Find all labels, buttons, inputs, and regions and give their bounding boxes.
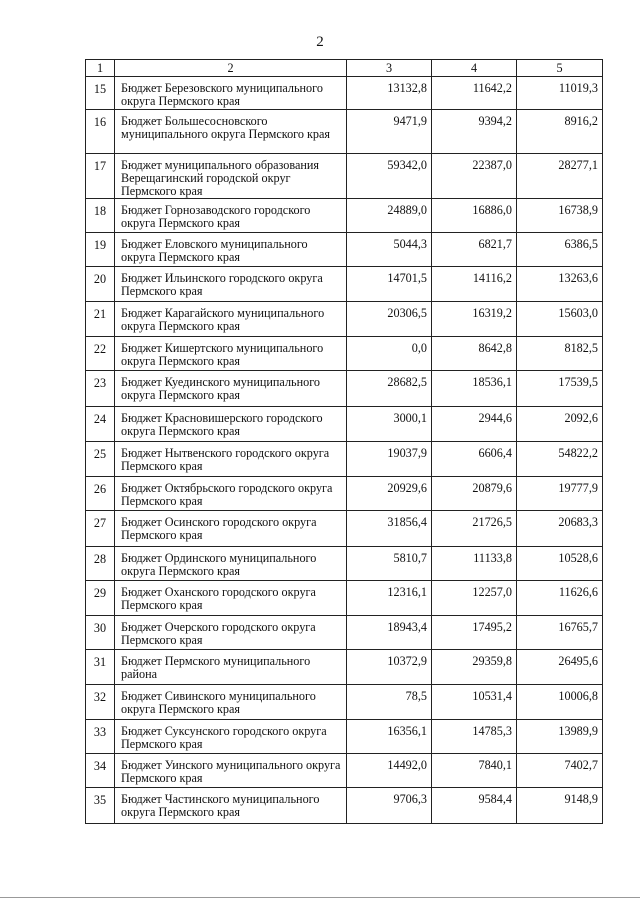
value-col-5: 16765,7: [517, 616, 603, 650]
value-col-3: 14701,5: [347, 267, 432, 302]
value-col-3: 24889,0: [347, 199, 432, 233]
value-col-4: 12257,0: [432, 581, 517, 616]
value-col-3: 9471,9: [347, 110, 432, 154]
table-row: [86, 547, 603, 581]
header-col-5: 5: [517, 60, 603, 77]
table-row: [86, 616, 603, 650]
budget-name: Бюджет Частинского муниципального округа Пермского края: [115, 788, 347, 824]
value-col-4: 7840,1: [432, 754, 517, 788]
value-col-3: 0,0: [347, 337, 432, 371]
value-col-5: 10528,6: [517, 547, 603, 581]
value-col-5: 28277,1: [517, 154, 603, 199]
value-col-5: 8916,2: [517, 110, 603, 154]
value-col-4: 17495,2: [432, 616, 517, 650]
table-body: [86, 77, 603, 824]
row-number: 17: [86, 154, 115, 199]
row-number: 19: [86, 233, 115, 267]
value-col-5: 7402,7: [517, 754, 603, 788]
budget-name: Бюджет Осинского городского округа Пермского края: [115, 511, 347, 547]
value-col-5: 26495,6: [517, 650, 603, 685]
row-number: 35: [86, 788, 115, 824]
value-col-3: 28682,5: [347, 371, 432, 407]
value-col-5: 15603,0: [517, 302, 603, 337]
value-col-4: 21726,5: [432, 511, 517, 547]
value-col-3: 9706,3: [347, 788, 432, 824]
value-col-4: 11133,8: [432, 547, 517, 581]
value-col-5: 19777,9: [517, 477, 603, 511]
row-number: 16: [86, 110, 115, 154]
row-number: 21: [86, 302, 115, 337]
budget-name: Бюджет Октябрьского городского округа Пермского края: [115, 477, 347, 511]
value-col-4: 9394,2: [432, 110, 517, 154]
row-number: 28: [86, 547, 115, 581]
value-col-4: 6821,7: [432, 233, 517, 267]
value-col-4: 6606,4: [432, 442, 517, 477]
table-row: [86, 110, 603, 154]
value-col-4: 11642,2: [432, 77, 517, 110]
value-col-5: 20683,3: [517, 511, 603, 547]
table-row: [86, 337, 603, 371]
table-row: [86, 302, 603, 337]
budget-name: Бюджет Кишертского муниципального округа Пермского края: [115, 337, 347, 371]
bottom-rule: [0, 897, 640, 898]
header-col-3: 3: [347, 60, 432, 77]
table-row: [86, 77, 603, 110]
value-col-4: 2944,6: [432, 407, 517, 442]
value-col-3: 12316,1: [347, 581, 432, 616]
row-number: 23: [86, 371, 115, 407]
row-number: 18: [86, 199, 115, 233]
table-row: [86, 511, 603, 547]
budget-name: Бюджет Карагайского муниципального округа Пермского края: [115, 302, 347, 337]
value-col-4: 9584,4: [432, 788, 517, 824]
budget-name: Бюджет Еловского муниципального округа Пермского края: [115, 233, 347, 267]
header-col-1: 1: [86, 60, 115, 77]
table-row: [86, 720, 603, 754]
value-col-5: 11626,6: [517, 581, 603, 616]
row-number: 30: [86, 616, 115, 650]
budget-name: Бюджет Красновишерского городского округа Пермского края: [115, 407, 347, 442]
budget-name: Бюджет Пермского муниципального района: [115, 650, 347, 685]
header-col-2: 2: [115, 60, 347, 77]
table-row: [86, 477, 603, 511]
budget-name: Бюджет Большесосновского муниципального округа Пермского края: [115, 110, 347, 154]
row-number: 20: [86, 267, 115, 302]
budget-name: Бюджет Ильинского городского округа Пермского края: [115, 267, 347, 302]
value-col-5: 13263,6: [517, 267, 603, 302]
budget-name: Бюджет Нытвенского городского округа Пермского края: [115, 442, 347, 477]
value-col-4: 10531,4: [432, 685, 517, 720]
header-col-4: 4: [432, 60, 517, 77]
budget-name: Бюджет Уинского муниципального округа Пермского края: [115, 754, 347, 788]
table-row: [86, 371, 603, 407]
row-number: 31: [86, 650, 115, 685]
budget-name: Бюджет Березовского муниципального округа Пермского края: [115, 77, 347, 110]
value-col-3: 5044,3: [347, 233, 432, 267]
table-row: [86, 650, 603, 685]
value-col-4: 22387,0: [432, 154, 517, 199]
table-header: [86, 60, 603, 77]
row-number: 22: [86, 337, 115, 371]
value-col-4: 14785,3: [432, 720, 517, 754]
row-number: 32: [86, 685, 115, 720]
value-col-3: 18943,4: [347, 616, 432, 650]
value-col-3: 3000,1: [347, 407, 432, 442]
table-row: [86, 581, 603, 616]
value-col-3: 10372,9: [347, 650, 432, 685]
value-col-3: 5810,7: [347, 547, 432, 581]
table-row: [86, 442, 603, 477]
budget-name: Бюджет муниципального образования Верещагинский городской округ Пермского края: [115, 154, 347, 199]
row-number: 25: [86, 442, 115, 477]
value-col-3: 20929,6: [347, 477, 432, 511]
value-col-5: 11019,3: [517, 77, 603, 110]
value-col-4: 18536,1: [432, 371, 517, 407]
value-col-3: 19037,9: [347, 442, 432, 477]
value-col-3: 13132,8: [347, 77, 432, 110]
row-number: 24: [86, 407, 115, 442]
row-number: 15: [86, 77, 115, 110]
value-col-5: 6386,5: [517, 233, 603, 267]
value-col-4: 16319,2: [432, 302, 517, 337]
row-number: 29: [86, 581, 115, 616]
row-number: 26: [86, 477, 115, 511]
budget-name: Бюджет Суксунского городского округа Пермского края: [115, 720, 347, 754]
value-col-4: 14116,2: [432, 267, 517, 302]
budget-table: [85, 59, 603, 824]
table-row: [86, 154, 603, 199]
value-col-5: 10006,8: [517, 685, 603, 720]
value-col-3: 16356,1: [347, 720, 432, 754]
value-col-5: 17539,5: [517, 371, 603, 407]
value-col-5: 8182,5: [517, 337, 603, 371]
value-col-5: 16738,9: [517, 199, 603, 233]
budget-name: Бюджет Сивинского муниципального округа Пермского края: [115, 685, 347, 720]
value-col-5: 9148,9: [517, 788, 603, 824]
header-row: [86, 60, 603, 77]
budget-name: Бюджет Горнозаводского городского округа Пермского края: [115, 199, 347, 233]
table-row: [86, 788, 603, 824]
value-col-4: 8642,8: [432, 337, 517, 371]
table-row: [86, 233, 603, 267]
budget-name: Бюджет Куединского муниципального округа Пермского края: [115, 371, 347, 407]
table-row: [86, 685, 603, 720]
value-col-3: 31856,4: [347, 511, 432, 547]
row-number: 34: [86, 754, 115, 788]
budget-name: Бюджет Ординского муниципального округа Пермского края: [115, 547, 347, 581]
table-row: [86, 407, 603, 442]
value-col-5: 2092,6: [517, 407, 603, 442]
page-number: 2: [316, 34, 324, 50]
budget-name: Бюджет Оханского городского округа Пермского края: [115, 581, 347, 616]
value-col-5: 13989,9: [517, 720, 603, 754]
value-col-3: 78,5: [347, 685, 432, 720]
value-col-4: 29359,8: [432, 650, 517, 685]
value-col-4: 20879,6: [432, 477, 517, 511]
value-col-5: 54822,2: [517, 442, 603, 477]
row-number: 33: [86, 720, 115, 754]
table-row: [86, 754, 603, 788]
value-col-3: 14492,0: [347, 754, 432, 788]
table-row: [86, 199, 603, 233]
budget-name: Бюджет Очерского городского округа Пермского края: [115, 616, 347, 650]
value-col-3: 59342,0: [347, 154, 432, 199]
value-col-3: 20306,5: [347, 302, 432, 337]
table-row: [86, 267, 603, 302]
value-col-4: 16886,0: [432, 199, 517, 233]
row-number: 27: [86, 511, 115, 547]
